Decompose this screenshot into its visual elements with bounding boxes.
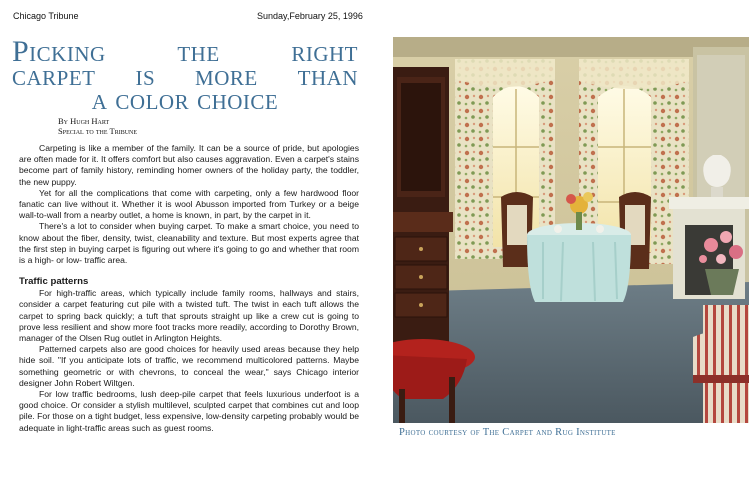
publication-name: Chicago Tribune [13,11,79,21]
headline-line-1: Picking the right [12,35,358,68]
publication-date: Sunday,February 25, 1996 [257,11,363,21]
section-spacer [19,266,359,276]
paragraph-1: Carpeting is like a member of the family. It can be a source of pride, but apologies are often made for it. It offers comfort but also causes aggravation. Even a carpet's stains become part of family history, reminding homer owners of the holiday party, the toddler, the new puppy. [19,143,359,187]
byline [58,116,137,136]
headline [12,35,358,116]
room-photo [393,37,749,423]
article-body [19,143,359,434]
paragraph-5: Patterned carpets also are good choices for heavily used areas because they help hide soil. "If you anticipate lots of traffic, we recommend multicolored patterns. Maybe something geometric or with chevrons, to conceal the wear," says Chicago interior designer John Robert Wiltgen. [19,344,359,388]
section-heading: Traffic patterns [19,276,89,288]
paragraph-4: For high-traffic areas, which typically include family rooms, hallways and stairs, consider a carpet featuring cut pile with a twisted tuft. The twist in each tuft allows the carpet to spring back quickly; a tuft that sprouts straight up like a crew cut is going to prove less resilient and show more foot tracks more readily, according to Dorothy Brown, manager of the Olsen Rug outlet in Arlington Heights. [19,288,359,344]
paragraph-2: Yet for all the complications that come with carpeting, only a few hardwood floor fanatic can live without it. Whether it is wool Abusson imported from Turkey or a beige wall-to-wall from a nearby outlet, a home is known, in part, by the carpet in it. [19,187,359,221]
byline-affiliation: Special to the Tribune [58,126,138,136]
byline-author: By Hugh Hart [58,116,110,126]
paragraph-6: For low traffic bedrooms, lush deep-pile carpet that feels luxurious underfoot is a good choice. Or consider a stylish multilevel, sculpted carpet that combines cut and loop pile. For those on a tight budget, less expensive, low-density carpeting probably would be adequate in light-traffic areas such as guest rooms. [19,389,359,433]
headline-line-3: a color choice [91,83,279,116]
paragraph-3: There's a lot to consider when buying carpet. To make a smart choice, you need to know about the fiber, density, twist, cleanability and texture. But most experts agree that the first step in buying carpet is figuring out where it's going to go and whether that room is a high- or low- traffic area. [19,221,359,266]
photo-caption: Photo courtesy of The Carpet and Rug Institute [399,427,616,438]
room-photo-illustration [393,37,749,423]
headline-line-2: carpet is more than [12,59,358,92]
